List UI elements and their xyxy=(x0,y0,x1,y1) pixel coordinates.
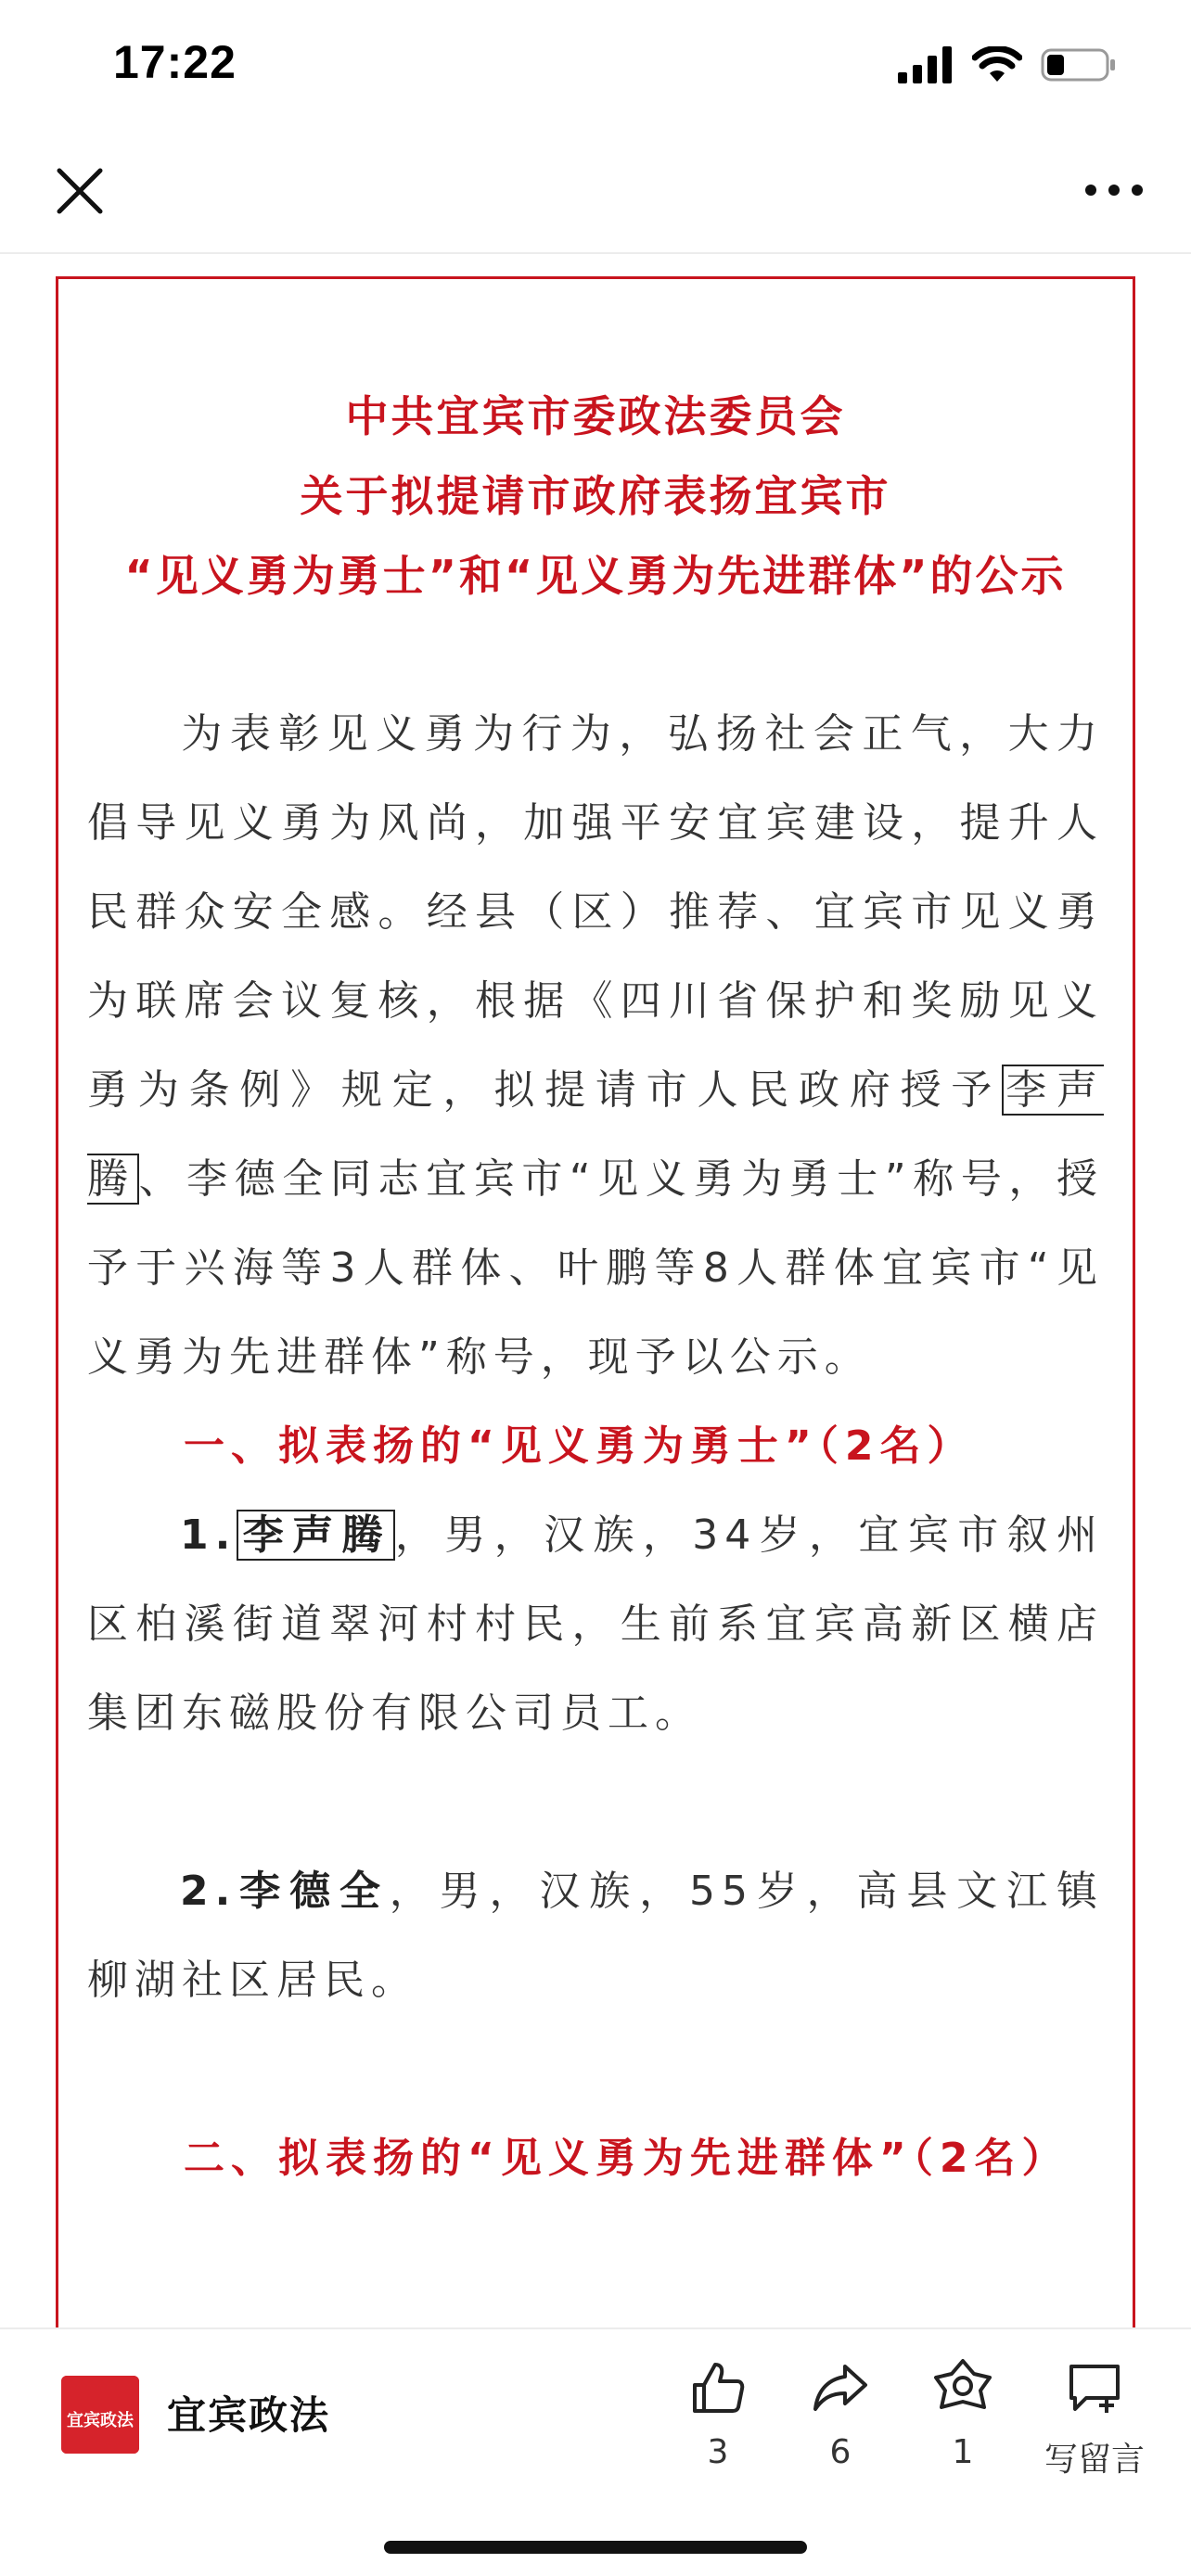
intro-text-after: 、李德全同志宜宾市“见义勇为勇士”称号，授予于兴海等3人群体、叶鹏等8人群体宜宾市“见义勇为先进群体”称号，现予以公示。 xyxy=(87,1155,1104,1381)
home-indicator xyxy=(384,2541,807,2554)
close-icon[interactable] xyxy=(52,163,108,219)
bottom-bar xyxy=(0,2327,1191,2576)
hero-2-text: ，男，汉族，55岁，高县文江镇柳湖社区居民。 xyxy=(87,1868,1104,2004)
status-bar xyxy=(0,0,1191,130)
highlighted-name: 李声腾 xyxy=(87,1066,1105,1203)
write-comment-label: 写留言 xyxy=(1044,2441,1145,2479)
status-icons xyxy=(898,43,1117,87)
hero-1-text: ，男，汉族，34岁，宜宾市叙州区柏溪街道翠河村村民，生前系宜宾高新区横店集团东磁股份有限公司员工。 xyxy=(87,1511,1104,1737)
account-name[interactable]: 宜宾政法 xyxy=(167,2392,331,2438)
wow-count: 1 xyxy=(952,2433,974,2471)
account-logo-image xyxy=(61,2376,139,2454)
nav-bar xyxy=(0,130,1191,254)
account-logo[interactable] xyxy=(61,2376,139,2454)
hero-1-number: 1. xyxy=(180,1511,237,1559)
hero-item-2 xyxy=(87,1847,1104,2025)
hero-1-name: 李声腾 xyxy=(237,1510,395,1561)
article-title xyxy=(0,376,1191,616)
wow-flower-icon xyxy=(932,2357,993,2418)
account-logo-text: 宜宾政法 xyxy=(67,2411,134,2430)
title-line-2: 关于拟提请市政府表扬宜宾市 xyxy=(300,471,891,521)
hero-2-name: 李德全 xyxy=(237,1868,390,1915)
like-button[interactable] xyxy=(662,2357,774,2471)
share-button[interactable] xyxy=(785,2357,896,2471)
cellular-signal-icon xyxy=(898,46,954,83)
wifi-icon xyxy=(972,46,1022,83)
section-1-heading: 一、拟表扬的“见义勇为勇士”（2名） xyxy=(184,1422,975,1470)
status-time: 17:22 xyxy=(113,36,237,88)
write-comment-button[interactable] xyxy=(1030,2357,1159,2480)
hero-2-number: 2. xyxy=(180,1868,237,1915)
intro-text-before: 为表彰见义勇为行为，弘扬社会正气，大力倡导见义勇为风尚，加强平安宜宾建设，提升人民群众安全感。经县（区）推荐、宜宾市见义勇为联席会议复核，根据《四川省保护和奖励见义勇为条例》规定，拟提请市人民政府授予 xyxy=(87,710,1104,1114)
article-content xyxy=(0,256,1191,2327)
battery-icon xyxy=(1041,46,1117,83)
like-count: 3 xyxy=(707,2433,729,2471)
section-2-heading: 二、拟表扬的“见义勇为先进群体”（2名） xyxy=(184,2135,1069,2182)
thumbs-up-icon xyxy=(687,2357,749,2418)
share-arrow-icon xyxy=(810,2357,871,2418)
more-options-icon[interactable] xyxy=(1082,167,1146,213)
title-line-3: “见义勇为勇士”和“见义勇为先进群体”的公示 xyxy=(124,551,1067,601)
share-count: 6 xyxy=(829,2433,852,2471)
article-body xyxy=(87,690,1104,2203)
hero-item-1 xyxy=(87,1491,1104,1758)
title-line-1: 中共宜宾市委政法委员会 xyxy=(345,391,846,441)
intro-paragraph xyxy=(87,690,1104,1402)
wow-button[interactable] xyxy=(907,2357,1018,2471)
comment-icon xyxy=(1064,2357,1125,2418)
